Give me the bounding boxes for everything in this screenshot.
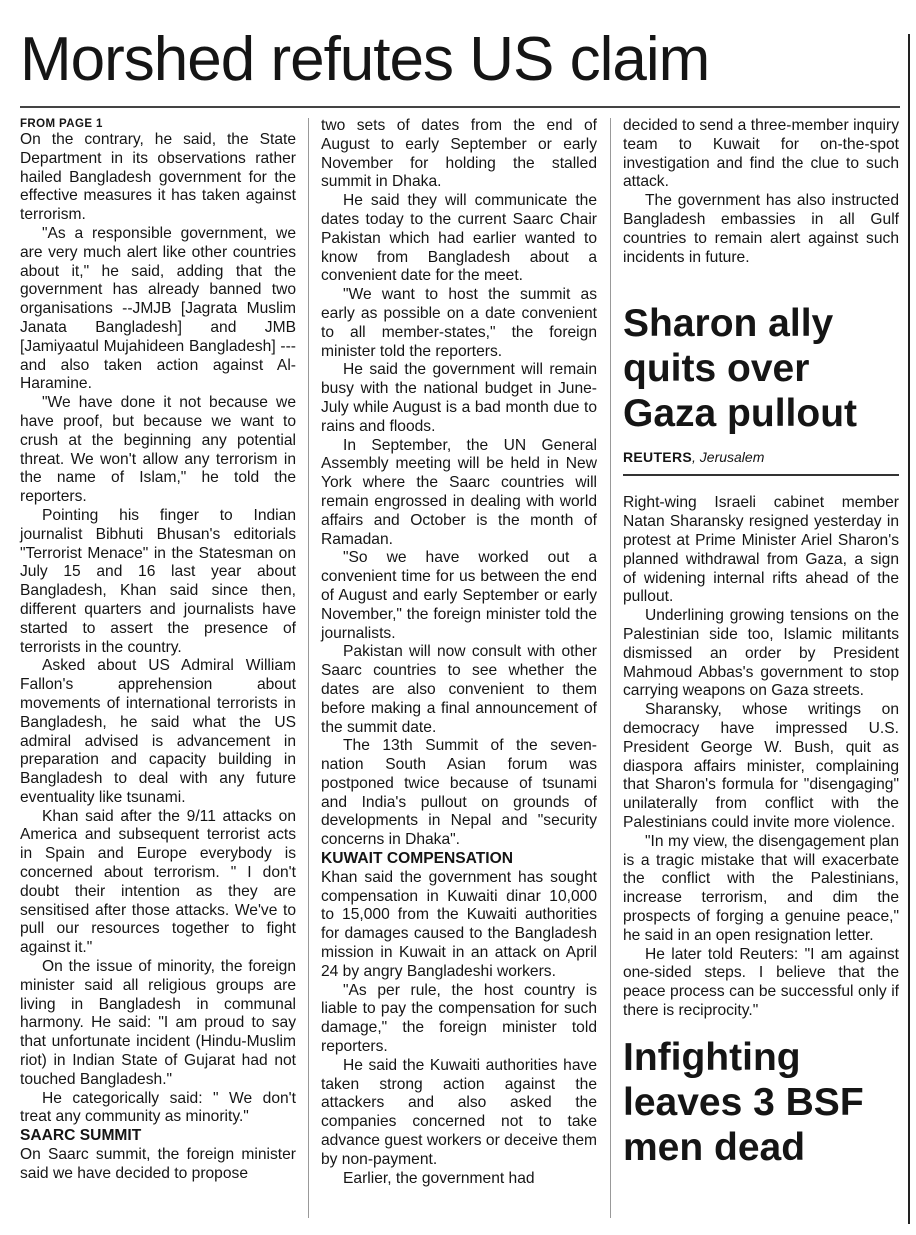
paragraph: Khan said the government has sought compensation in Kuwaiti dinar 10,000 to 15,000 from the Kuwaiti authorities for damages caused to the Bangladesh mission in Kuwait in an attack on April 24 by angry Bangladeshi workers.: [321, 868, 597, 980]
paragraph: The 13th Summit of the seven-nation South Asian forum was postponed twice because of tsunami and India's pullout on grounds of developments in Nepal and "security concerns in Dhaka".: [321, 737, 597, 849]
paragraph: On Saarc summit, the foreign minister said we have decided to propose: [20, 1146, 296, 1182]
byline-dateline: , Jerusalem: [692, 449, 765, 466]
paragraph: "We have done it not because we have proof, but because we want to crush at the beginning any potential threat. We won't allow any terrorism in the name of Islam," he told the reporters.: [20, 394, 296, 506]
paragraph: Right-wing Israeli cabinet member Natan Sharansky resigned yesterday in protest at Prime Minister Ariel Sharon's planned withdrawal from Gaza, a sign of widening internal rifts ahead of the pullout.: [623, 494, 899, 606]
headline-rule: [20, 106, 900, 108]
paragraph: On the contrary, he said, the State Department in its observations rather hailed Bangladesh government for the effective measures it has taken against terrorism.: [20, 131, 296, 224]
paragraph: "As per rule, the host country is liable to pay the compensation for such damage," the foreign minister told reporters.: [321, 981, 597, 1056]
paragraph: The government has also instructed Bangladesh embassies in all Gulf countries to remain alert against such incidents in future.: [623, 192, 899, 266]
page-frame-right: [908, 34, 910, 1224]
column-3: [623, 117, 899, 1170]
paragraph: He said the government will remain busy with the national budget in June-July while August is a bad month due to rains and floods.: [321, 361, 597, 435]
subhead-saarc-summit: SAARC SUMMIT: [20, 1127, 142, 1145]
story-headline-sharon: Sharon ally quits over Gaza pullout: [623, 302, 857, 436]
paragraph: He later told Reuters: "I am against one-sided steps. I believe that the peace process can be successful only if there is reciprocity.": [623, 945, 899, 1019]
byline-agency: REUTERS: [623, 449, 692, 466]
paragraph: Earlier, the government had: [343, 1169, 535, 1187]
paragraph: He categorically said: " We don't treat any community as minority.": [20, 1089, 296, 1126]
column-rule-right: [610, 118, 611, 1218]
story-headline-bsf: Infighting leaves 3 BSF men dead: [623, 1035, 864, 1169]
page-headline: Morshed refutes US claim: [20, 25, 710, 94]
paragraph: In September, the UN General Assembly meeting will be held in New York where the Saarc countries will remain engrossed in dealing with world affairs and October is the month of Ramadan.: [321, 436, 597, 548]
paragraph: decided to send a three-member inquiry team to Kuwait for on-the-spot investigation and find the clue to such attack.: [623, 117, 899, 191]
paragraph: Underlining growing tensions on the Palestinian side too, Islamic militants dismissed an order by President Mahmoud Abbas's government to stop carrying weapons on Gaza streets.: [623, 607, 899, 700]
paragraph: On the issue of minority, the foreign minister said all religious groups are living in Bangladesh in communal harmony. He said: "I am proud to say that unfortunate incident (Hindu-Muslim riot) in Indian State of Gujarat had not touched Bangladesh.": [20, 958, 296, 1088]
column-2: [321, 117, 597, 1188]
paragraph: Sharansky, whose writings on democracy have impressed U.S. President George W. Bush, quit as diaspora affairs minister, complaining that Sharon's formula for "disengaging" unilaterally from conflict with the Palestinians could invite more violence.: [623, 701, 899, 831]
byline: [623, 448, 899, 466]
continued-kicker: FROM PAGE 1: [20, 118, 103, 130]
subhead-kuwait-compensation: KUWAIT COMPENSATION: [321, 850, 514, 868]
paragraph: Pointing his finger to Indian journalist Bibhuti Bhusan's editorials "Terrorist Menace" in the Statesman on July 15 and 16 last year about Bangladesh, Khan said since then, different quarters and journalists have started to assert the presence of terrorists in the country.: [20, 506, 296, 656]
column-1: [20, 117, 296, 1184]
column-rule-left: [308, 118, 309, 1218]
paragraph: Asked about US Admiral William Fallon's apprehension about movements of international terrorists in Bangladesh, he said what the US admiral advised is advancement in preparation and capacity building in Bangladesh to deal with any future eventuality like tsunami.: [20, 657, 296, 806]
paragraph: He said the Kuwaiti authorities have taken strong action against the attackers and also asked the companies concerned not to take advance guest workers or deceive them by non-payment.: [321, 1056, 597, 1168]
paragraph: He said they will communicate the dates today to the current Saarc Chair Pakistan which had earlier wanted to know from Bangladesh about a convenient date for the meet.: [321, 192, 597, 285]
paragraph: Pakistan will now consult with other Saarc countries to see whether the dates are also convenient to them before making a final announcement of the summit date.: [321, 643, 597, 736]
paragraph: "In my view, the disengagement plan is a tragic mistake that will exacerbate the conflict with the Palestinians, increase terrorism, and dim the prospects of forging a genuine peace," he said in an open resignation letter.: [623, 832, 899, 944]
paragraph: two sets of dates from the end of August to early September or early November for holding the stalled summit in Dhaka.: [321, 117, 597, 191]
byline-rule: [623, 474, 899, 476]
paragraph: Khan said after the 9/11 attacks on America and subsequent terrorist acts in Spain and Europe everybody is concerned about terrorism. " I don't doubt their intention as they are sensitised after those attacks. We've to pull our resources together to fight against it.": [20, 807, 296, 957]
paragraph: "We want to host the summit as early as possible on a date convenient to all member-states," the foreign minister told the reporters.: [321, 286, 597, 360]
paragraph: "So we have worked out a convenient time for us between the end of August and early September or early November," the foreign minister told the journalists.: [321, 549, 597, 642]
paragraph: "As a responsible government, we are very much alert like other countries about it," he said, adding that the government has already banned two organisations --JMJB [Jagrata Muslim Janata Bangladesh] and JMB [Jamiyaatul Mujahideen Bangladesh] ---and also taken action against Al-Haramine.: [20, 224, 296, 393]
